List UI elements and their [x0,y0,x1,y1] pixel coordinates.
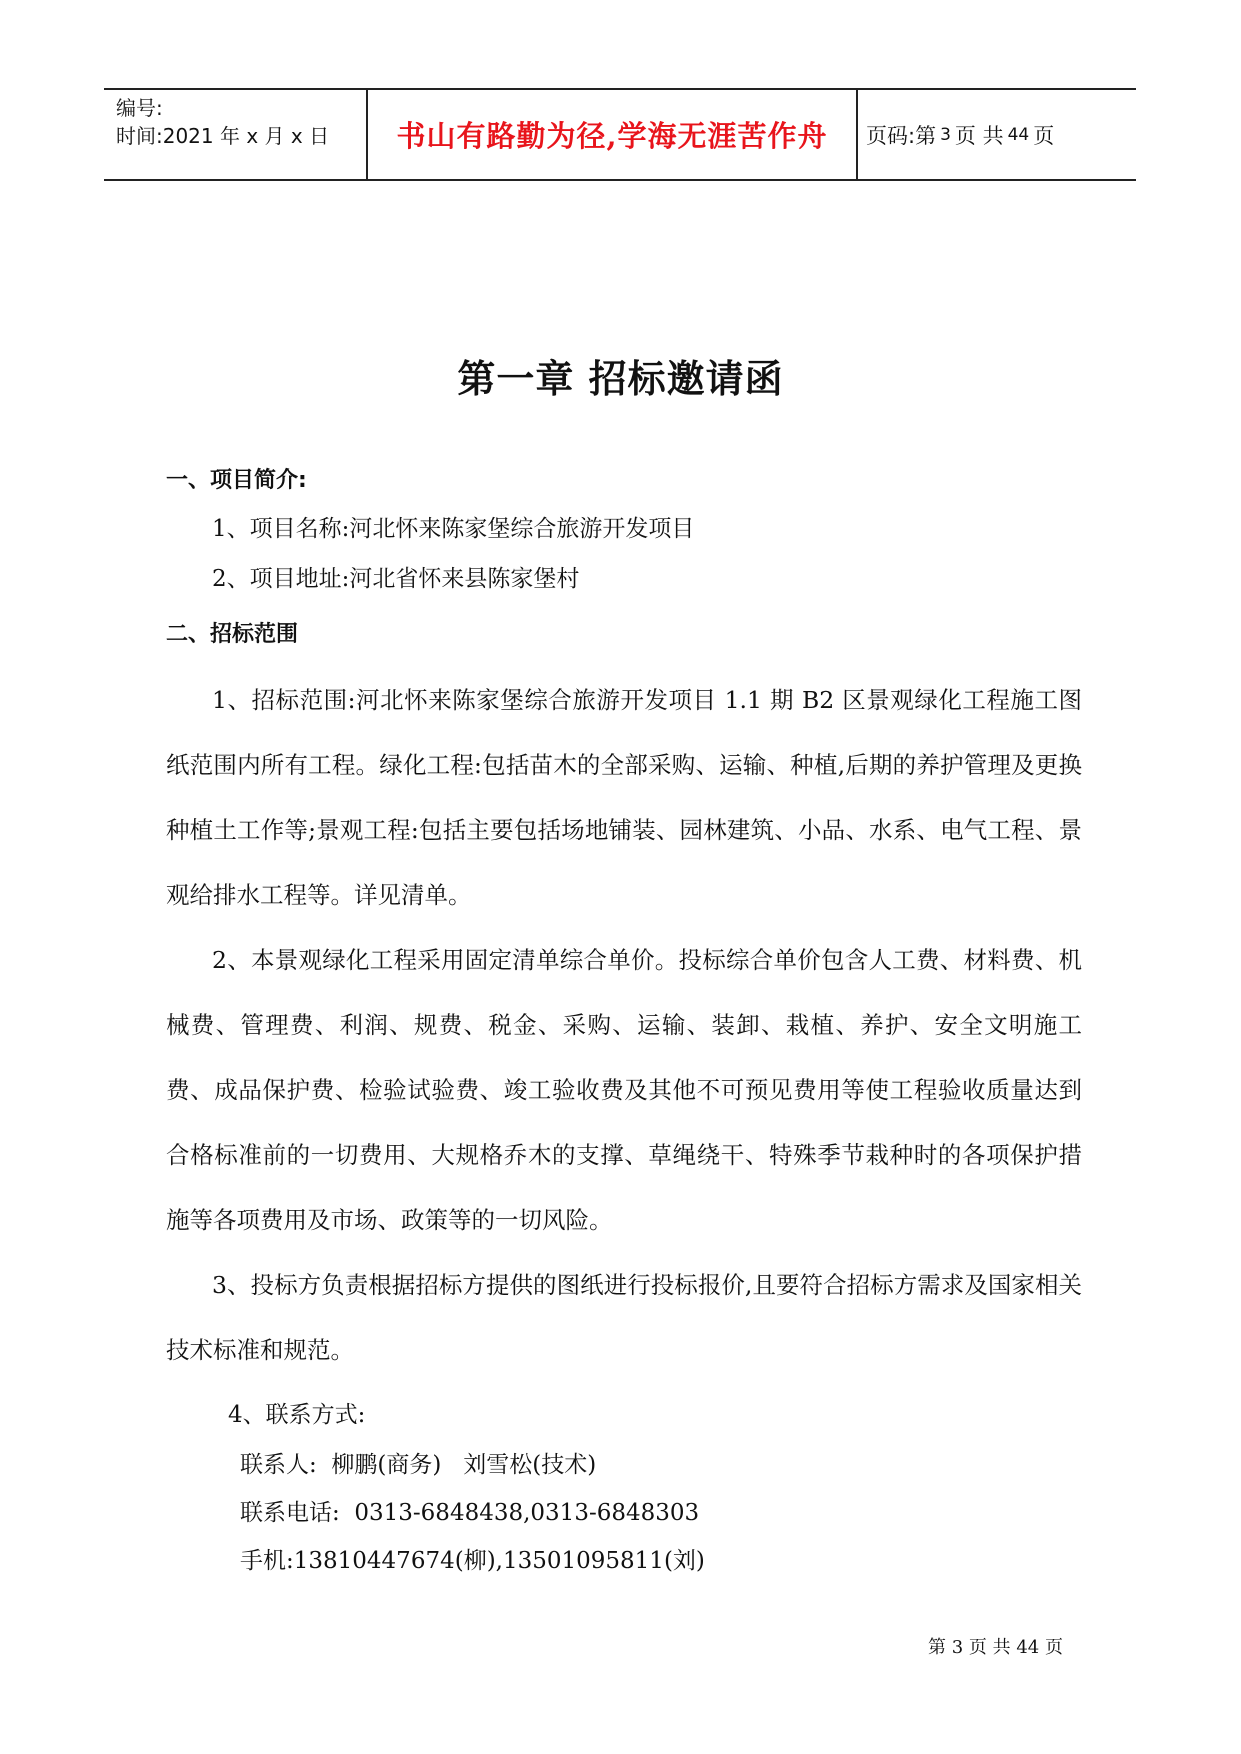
section1-heading: 一、项目简介: [166,468,307,493]
page-code-current: 3 [940,124,951,145]
page-code-mid: 页 共 [954,123,1004,148]
scope-paragraph-3-text: 3、投标方负责根据招标方提供的图纸进行投标报价,且要符合招标方需求及国家相关技术标准和规范。 [166,1271,1082,1364]
project-name-item: 1、项目名称:河北怀来陈家堡综合旅游开发项目 [212,516,695,542]
header-divider-right [856,90,858,179]
contact-heading: 4、联系方式: [228,1402,366,1428]
header-motto: 书山有路勤为径,学海无涯苦作舟 [396,119,828,153]
scope-paragraph-2-text: 2、本景观绿化工程采用固定清单综合单价。投标综合单价包含人工费、材料费、机械费、管理费、利润、规费、税金、采购、运输、装卸、栽植、养护、安全文明施工费、成品保护费、检验试验费、竣工验收费及其他不可预见费用等使工程验收质量达到合格标准前的一切费用、大规格乔木的支撑、草绳绕干、特殊季节栽种时的各项保护措施等各项费用及市场、政策等的一切风险。 [166,946,1082,1234]
section2-heading: 二、招标范围 [166,622,299,647]
page-code-suffix: 页 [1033,123,1055,148]
project-address-item: 2、项目地址:河北省怀来县陈家堡村 [212,566,580,592]
contact-mobile: 手机:13810447674(柳),13501095811(刘) [240,1548,705,1574]
header-meta [116,94,329,150]
header-page-code [866,90,1054,179]
header-time-label: 时间:2021 年 x 月 x 日 [116,124,330,148]
scope-paragraph-1 [166,668,1082,928]
page-code-total: 44 [1007,124,1030,145]
page-footer: 第 3 页 共 44 页 [928,1637,1063,1658]
scope-paragraph-1-text: 1、招标范围:河北怀来陈家堡综合旅游开发项目 1.1 期 B2 区景观绿化工程施工图纸范围内所有工程。绿化工程:包括苗木的全部采购、运输、种植,后期的养护管理及更换种植土工作等;景观工程:包括主要包括场地铺装、园林建筑、小品、水系、电气工程、景观给排水工程等。详见清单。 [166,686,1082,909]
scope-paragraph-2 [166,928,1082,1253]
contact-phone: 联系电话: 0313-6848438,0313-6848303 [240,1500,700,1526]
contact-person: 联系人: 柳鹏(商务) 刘雪松(技术) [240,1452,597,1478]
chapter-title: 第一章 招标邀请函 [457,356,784,401]
page-header [104,88,1136,181]
scope-paragraph-3 [166,1253,1082,1383]
header-number-label: 编号: [116,96,163,120]
page-code-prefix: 页码:第 [866,123,937,148]
